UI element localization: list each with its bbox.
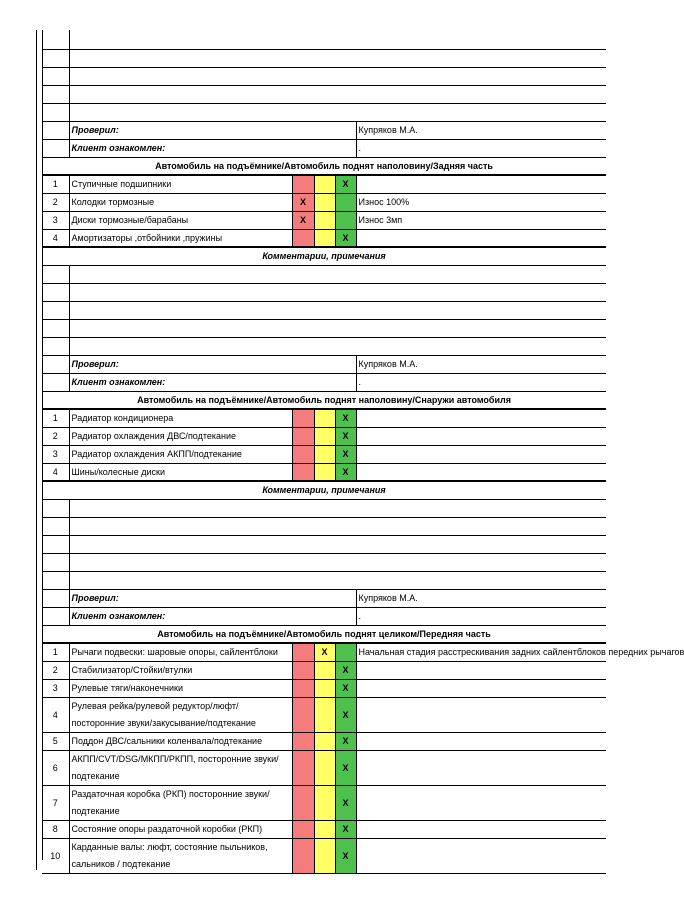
status-red-cell (292, 679, 314, 697)
status-green-cell: X (335, 427, 356, 445)
item-number: 2 (42, 427, 69, 445)
status-red-cell (292, 229, 314, 247)
item-description: Состояние опоры раздаточной коробки (РКП) (69, 820, 292, 838)
item-number: 3 (42, 211, 69, 229)
status-green-cell: X (335, 409, 356, 427)
item-number: 10 (42, 838, 69, 873)
client-label: Клиент ознакомлен: (69, 373, 356, 391)
status-yellow-cell (314, 427, 335, 445)
section-title-row (42, 391, 606, 409)
table-row (42, 229, 606, 247)
blank-row (42, 301, 606, 319)
item-number: 4 (42, 697, 69, 732)
verified-row (42, 121, 606, 139)
verified-label: Проверил: (69, 355, 356, 373)
status-yellow-cell (314, 229, 335, 247)
status-yellow-cell (314, 175, 335, 193)
status-yellow-cell (314, 193, 335, 211)
status-green-cell: X (335, 838, 356, 873)
client-row (42, 607, 606, 625)
item-number: 3 (42, 679, 69, 697)
item-note (356, 838, 606, 873)
status-red-cell (292, 445, 314, 463)
status-green-cell: X (335, 785, 356, 820)
item-description: Ступичные подшипники (69, 175, 292, 193)
status-green-cell: X (335, 661, 356, 679)
client-value: . (356, 139, 606, 157)
item-note (356, 750, 606, 785)
section-title: Автомобиль на подъёмнике/Автомобиль поднят целиком/Передняя часть (42, 625, 606, 643)
item-note: Начальная стадия расстрескивания задних сайлентблоков передних рычагов (356, 643, 606, 661)
section-title-row (42, 157, 606, 175)
item-note (356, 697, 606, 732)
blank-row (42, 571, 606, 589)
status-red-cell (292, 820, 314, 838)
blank-row (42, 103, 606, 121)
item-description: Раздаточная коробка (РКП) посторонние звуки/подтекание (69, 785, 292, 820)
table-row (42, 785, 606, 820)
item-number: 7 (42, 785, 69, 820)
section-title: Автомобиль на подъёмнике/Автомобиль поднят наполовину/Снаружи автомобиля (42, 391, 606, 409)
status-red-cell (292, 175, 314, 193)
status-green-cell: X (335, 229, 356, 247)
table-row (42, 409, 606, 427)
item-note (356, 427, 606, 445)
blank-row (42, 517, 606, 535)
blank-row (42, 283, 606, 301)
blank-row (42, 553, 606, 571)
table-row (42, 661, 606, 679)
table-row (42, 175, 606, 193)
status-yellow-cell (314, 820, 335, 838)
client-value: . (356, 373, 606, 391)
table-row (42, 750, 606, 785)
item-number: 6 (42, 750, 69, 785)
status-yellow-cell (314, 409, 335, 427)
item-note: Износ 100% (356, 193, 606, 211)
item-description: Диски тормозные/барабаны (69, 211, 292, 229)
status-green-cell: X (335, 750, 356, 785)
client-label: Клиент ознакомлен: (69, 607, 356, 625)
table-row (42, 463, 606, 481)
verified-row (42, 589, 606, 607)
item-note (356, 175, 606, 193)
item-number: 4 (42, 463, 69, 481)
table-row (42, 820, 606, 838)
blank-row (42, 49, 606, 67)
item-number: 1 (42, 409, 69, 427)
status-yellow-cell (314, 750, 335, 785)
blank-row (42, 499, 606, 517)
status-red-cell: X (292, 211, 314, 229)
section-title: Автомобиль на подъёмнике/Автомобиль поднят наполовину/Задняя часть (42, 157, 606, 175)
item-description: Поддон ДВС/сальники коленвала/подтекание (69, 732, 292, 750)
status-yellow-cell (314, 838, 335, 873)
table-row (42, 211, 606, 229)
status-yellow-cell (314, 697, 335, 732)
status-red-cell (292, 409, 314, 427)
status-yellow-cell: X (314, 643, 335, 661)
item-number: 2 (42, 193, 69, 211)
inspector-name: Купряков М.А. (356, 355, 606, 373)
status-red-cell (292, 643, 314, 661)
table-row (42, 838, 606, 873)
item-description: Рычаги подвески: шаровые опоры, сайлентблоки (69, 643, 292, 661)
item-note (356, 229, 606, 247)
blank-row (42, 30, 606, 49)
status-red-cell (292, 732, 314, 750)
item-note (356, 661, 606, 679)
client-row (42, 139, 606, 157)
comments-title-row (42, 481, 606, 499)
table-row (42, 445, 606, 463)
status-green-cell: X (335, 732, 356, 750)
status-green-cell: X (335, 175, 356, 193)
item-note (356, 732, 606, 750)
status-yellow-cell (314, 445, 335, 463)
blank-row (42, 535, 606, 553)
status-green-cell (335, 211, 356, 229)
verified-row (42, 355, 606, 373)
verified-label: Проверил: (69, 589, 356, 607)
status-yellow-cell (314, 463, 335, 481)
status-green-cell (335, 643, 356, 661)
item-number: 2 (42, 661, 69, 679)
item-note (356, 785, 606, 820)
table-row (42, 427, 606, 445)
status-red-cell (292, 463, 314, 481)
item-description: Радиатор кондиционера (69, 409, 292, 427)
comments-title-row (42, 247, 606, 265)
item-number: 3 (42, 445, 69, 463)
table-row (42, 697, 606, 732)
status-yellow-cell (314, 785, 335, 820)
item-description: Радиатор охлаждения ДВС/подтекание (69, 427, 292, 445)
item-description: Рулевая рейка/рулевой редуктор/люфт/посторонние звуки/закусывание/подтекание (69, 697, 292, 732)
status-green-cell: X (335, 445, 356, 463)
status-red-cell: X (292, 193, 314, 211)
item-number: 8 (42, 820, 69, 838)
comments-title: Комментарии, примечания (42, 481, 606, 499)
comments-title: Комментарии, примечания (42, 247, 606, 265)
status-yellow-cell (314, 732, 335, 750)
item-note (356, 679, 606, 697)
item-description: Амортизаторы ,отбойники ,пружины (69, 229, 292, 247)
item-number: 4 (42, 229, 69, 247)
item-note (356, 445, 606, 463)
blank-row (42, 319, 606, 337)
verified-label: Проверил: (69, 121, 356, 139)
status-yellow-cell (314, 661, 335, 679)
item-number: 5 (42, 732, 69, 750)
blank-row (42, 67, 606, 85)
left-margin-line-outer (36, 30, 37, 870)
status-green-cell: X (335, 697, 356, 732)
section-title-row (42, 625, 606, 643)
item-description: Шины/колесные диски (69, 463, 292, 481)
status-red-cell (292, 661, 314, 679)
blank-row (42, 265, 606, 283)
status-red-cell (292, 427, 314, 445)
status-red-cell (292, 838, 314, 873)
status-red-cell (292, 785, 314, 820)
table-row (42, 193, 606, 211)
status-red-cell (292, 750, 314, 785)
item-description: Стабилизатор/Стойки/втулки (69, 661, 292, 679)
table-row (42, 643, 606, 661)
inspector-name: Купряков М.А. (356, 589, 606, 607)
item-number: 1 (42, 175, 69, 193)
item-description: Рулевые тяги/наконечники (69, 679, 292, 697)
client-value: . (356, 607, 606, 625)
item-note: Износ 3мп (356, 211, 606, 229)
status-yellow-cell (314, 211, 335, 229)
status-yellow-cell (314, 679, 335, 697)
item-number: 1 (42, 643, 69, 661)
status-green-cell: X (335, 820, 356, 838)
inspection-sheet (42, 30, 684, 874)
item-note (356, 463, 606, 481)
blank-row (42, 337, 606, 355)
item-description: Карданные валы: люфт, состояние пыльников, сальников / подтекание (69, 838, 292, 873)
status-green-cell (335, 193, 356, 211)
client-label: Клиент ознакомлен: (69, 139, 356, 157)
status-red-cell (292, 697, 314, 732)
item-description: Колодки тормозные (69, 193, 292, 211)
item-note (356, 409, 606, 427)
status-green-cell: X (335, 679, 356, 697)
table-row (42, 679, 606, 697)
blank-row (42, 85, 606, 103)
inspector-name: Купряков М.А. (356, 121, 606, 139)
item-note (356, 820, 606, 838)
item-description: Радиатор охлаждения АКПП/подтекание (69, 445, 292, 463)
status-green-cell: X (335, 463, 356, 481)
table-row (42, 732, 606, 750)
client-row (42, 373, 606, 391)
item-description: АКПП/CVT/DSG/МКПП/РКПП, посторонние звуки/подтекание (69, 750, 292, 785)
